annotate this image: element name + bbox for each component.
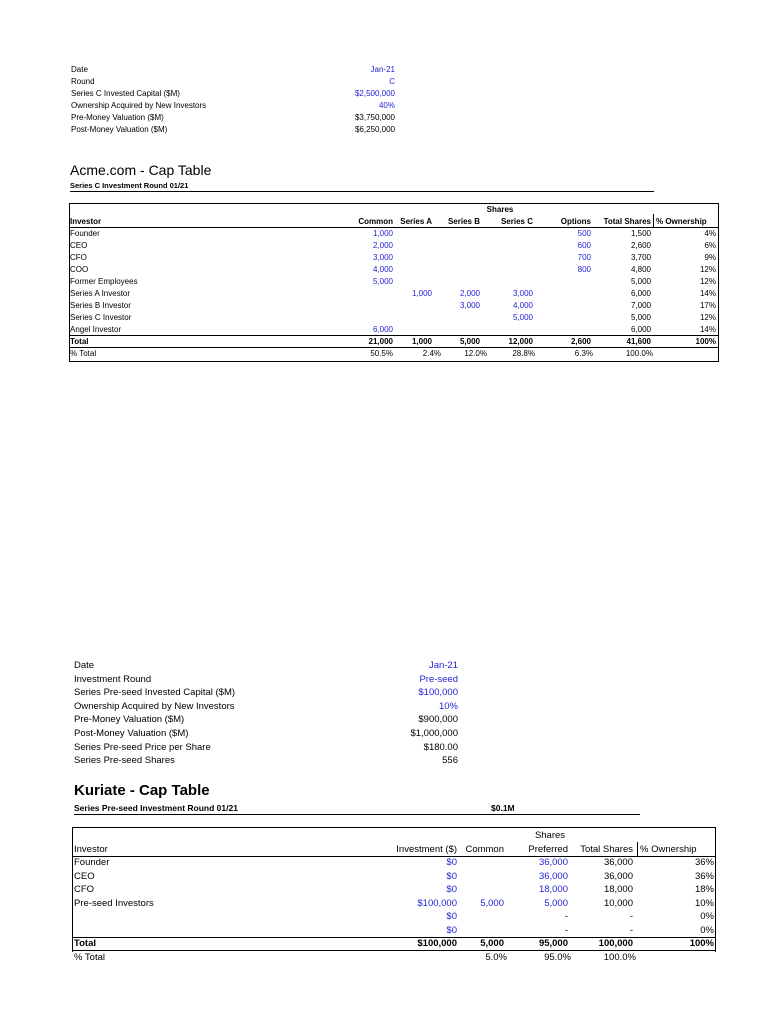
pct-label: % Total [70,349,97,358]
table-cell: 4,800 [630,265,651,274]
table-cell: 17% [699,301,716,310]
pct-cell: 6.3% [574,349,593,358]
column-header: Investment ($) [396,844,457,855]
table-cell: 12% [699,265,716,274]
table-cell: 0% [700,925,714,936]
shares-group-header: Shares [534,830,566,841]
summary-value: 556 [442,755,458,767]
summary-value: $2,500,000 [354,89,395,98]
total-cell: 100% [695,337,716,346]
cap-table-2-subtitle: Series Pre-seed Investment Round 01/21 [74,803,238,813]
column-header: Total Shares [603,217,651,226]
summary-label: Series Pre-seed Shares [74,755,175,767]
table-cell: 36,000 [538,857,568,868]
shares-group-header: Shares [486,205,514,214]
total-cell: 100,000 [598,938,633,949]
summary-value: $6,250,000 [354,125,395,134]
table-cell: 12% [699,313,716,322]
table-cell: $0 [446,870,457,882]
total-cell: 1,000 [411,337,432,346]
summary-value: $180.00 [423,741,458,753]
table-cell: 5,000 [480,897,504,909]
table-cell: 18,000 [538,884,568,896]
total-label: Total [70,337,89,346]
table-cell: 12% [699,277,716,286]
table-cell: 600 [577,241,591,250]
table-cell: 3,000 [459,301,480,310]
table-cell: $100,000 [417,897,457,909]
table-left-border [72,827,73,952]
summary-label: Round [71,77,95,86]
summary-value: $1,000,000 [410,728,458,739]
table-row-label: CEO [74,870,95,882]
table-cell: $0 [446,884,457,896]
title-underline [74,814,640,815]
table-top-border [69,203,718,204]
table-cell: 5,000 [630,313,651,322]
table-cell: 36,000 [603,870,633,882]
column-header: Series A [400,217,432,226]
table-cell: 7,000 [630,301,651,310]
column-header: Investor [74,844,108,855]
pct-cell: 28.8% [512,349,535,358]
table-row-label: Series B Investor [70,301,131,310]
table-cell: 0% [700,911,714,923]
pct-cell: 2.4% [422,349,441,358]
total-cell: 12,000 [508,337,533,346]
pct-cell: 12.0% [464,349,487,358]
table-cell: 4,000 [372,265,393,274]
table-cell: - [564,911,568,923]
table-cell: 6,000 [372,325,393,334]
total-cell: 2,600 [570,337,591,346]
table-cell: 1,000 [411,289,432,298]
table-cell: 6,000 [630,325,651,334]
cap-table-title: Acme.com - Cap Table [70,162,212,178]
column-header: Options [560,217,591,226]
summary-label: Series Pre-seed Invested Capital ($M) [74,687,236,699]
summary-label: Investment Round [74,673,152,685]
total-cell: $100,000 [417,938,457,949]
table-cell: 700 [577,253,591,262]
column-header: Series B [447,217,480,226]
pct-cell: 100.0% [603,952,636,963]
table-cell: 10,000 [603,897,633,909]
total-cell: 100% [689,938,714,949]
table-cell: 14% [699,289,716,298]
summary-value: $3,750,000 [354,113,395,122]
summary-value: $900,000 [418,714,458,726]
total-label: Total [74,938,96,949]
table-cell: - [629,925,633,936]
column-header: Common [465,844,504,855]
table-row-label: Founder [70,229,100,238]
table-top-border [72,827,715,828]
table-cell: 3,000 [512,289,533,298]
table-cell: $0 [446,857,457,868]
summary-value: C [389,77,395,86]
summary-label: Post-Money Valuation ($M) [74,728,189,739]
summary-value: Jan-21 [370,65,395,74]
table-cell: 2,000 [459,289,480,298]
pct-cell: 95.0% [544,952,571,963]
table-cell: 1,000 [372,229,393,238]
table-row-label: CFO [70,253,87,262]
table-row-label: Angel Investor [70,325,122,334]
total-cell: 41,600 [626,337,651,346]
summary-value: 10% [438,700,458,712]
table-cell: 6,000 [630,289,651,298]
title-underline [70,191,654,192]
summary-value: 40% [378,101,395,110]
table-cell: 5,000 [512,313,533,322]
table-cell: 14% [699,325,716,334]
table-cell: 1,500 [630,229,651,238]
table-cell: 5,000 [630,277,651,286]
summary-label: Ownership Acquired by New Investors [74,700,235,712]
table-row-label: COO [70,265,89,274]
table-cell: 2,600 [630,241,651,250]
total-cell: 95,000 [538,938,568,949]
table-cell: 5,000 [372,277,393,286]
summary-label: Series Pre-seed Price per Share [74,741,211,753]
summary-label: Date [71,65,88,74]
table-cell: 5,000 [544,897,568,909]
table-cell: $0 [446,911,457,923]
summary-label: Date [74,660,95,671]
summary-label: Ownership Acquired by New Investors [71,101,207,110]
total-cell: 5,000 [459,337,480,346]
cap-table-subtitle: Series C Investment Round 01/21 [70,181,189,190]
column-header: Investor [70,217,102,226]
table-cell: 6% [704,241,716,250]
table-cell: 3,700 [630,253,651,262]
table-cell: 3,000 [372,253,393,262]
column-header: Preferred [528,844,568,855]
table-cell: 4,000 [512,301,533,310]
summary-value: $100,000 [418,687,458,699]
table-cell: 10% [694,897,714,909]
table-cell: - [629,911,633,923]
table-row-label: Founder [74,857,110,868]
table-bottom-border [69,361,718,362]
table-cell: 36,000 [538,870,568,882]
table-row-label: Former Employees [70,277,138,286]
table-column-divider [653,214,654,228]
table-row-label: Pre-seed Investors [74,897,154,909]
table-cell: 36% [694,857,714,868]
pct-label: % Total [74,952,105,963]
table-row-label: CEO [70,241,88,250]
table-cell: 36,000 [603,857,633,868]
table-cell: $0 [446,925,457,936]
table-cell: 9% [704,253,716,262]
table-cell: 18,000 [603,884,633,896]
table-cell: 36% [694,870,714,882]
cap-table-2-title: Kuriate - Cap Table [74,782,210,799]
table-cell: 800 [577,265,591,274]
column-header: Series C [500,217,533,226]
table-column-divider [637,842,638,856]
table-cell: 18% [694,884,714,896]
cap-table-2-subtitle-value: $0.1M [491,803,515,813]
table-row-label: Series C Investor [70,313,132,322]
summary-label: Series C Invested Capital ($M) [71,89,180,98]
summary-label: Pre-Money Valuation ($M) [74,714,185,726]
pct-cell: 100.0% [625,349,653,358]
table-cell: - [564,925,568,936]
table-cell: 2,000 [372,241,393,250]
summary-label: Post-Money Valuation ($M) [71,125,168,134]
table-cell: 4% [704,229,716,238]
summary-value: Jan-21 [428,660,458,671]
table-right-border [718,203,719,362]
pct-cell: 50.5% [370,349,393,358]
table-row-label: CFO [74,884,95,896]
column-header: % Ownership [656,217,707,226]
table-row-label: Series A Investor [70,289,131,298]
column-header: Total Shares [580,844,633,855]
column-header: % Ownership [640,844,697,855]
pct-cell: 5.0% [485,952,507,963]
summary-label: Pre-Money Valuation ($M) [71,113,164,122]
table-cell: 500 [577,229,591,238]
total-cell: 21,000 [368,337,393,346]
total-cell: 5,000 [480,938,504,949]
summary-value: Pre-seed [419,673,458,685]
column-header: Common [358,217,393,226]
